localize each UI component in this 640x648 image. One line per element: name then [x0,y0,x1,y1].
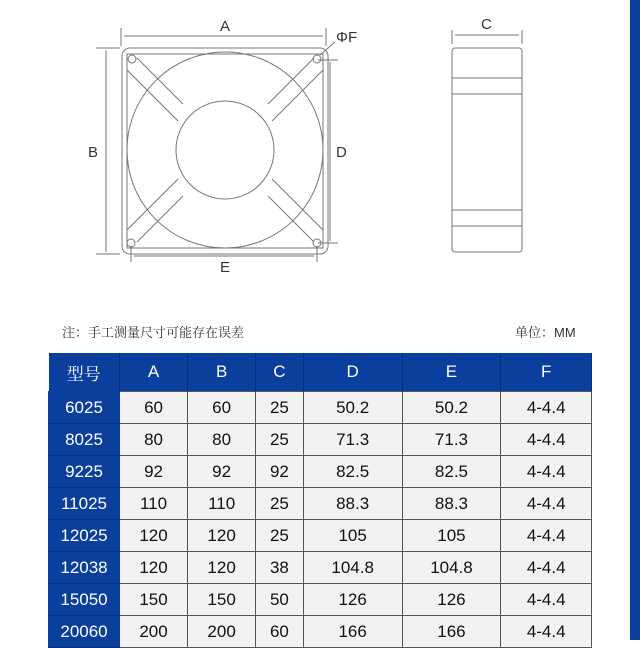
cell-f: 4-4.4 [501,552,592,584]
cell-c: 25 [256,392,304,424]
cell-e: 88.3 [402,488,501,520]
cell-d: 166 [303,616,402,648]
cell-e: 105 [402,520,501,552]
table-row [49,424,592,456]
table-row [49,456,592,488]
cell-e: 50.2 [402,392,501,424]
cell-d: 50.2 [303,392,402,424]
cell-model: 12038 [49,552,120,584]
cell-a: 80 [120,424,188,456]
table-row [49,584,592,616]
cell-d: 105 [303,520,402,552]
cell-a: 110 [120,488,188,520]
header-d: D [303,353,402,392]
spec-table [48,353,592,648]
dim-label-d: D [336,144,347,161]
cell-b: 80 [188,424,256,456]
cell-d: 82.5 [303,456,402,488]
cell-model: 8025 [49,424,120,456]
cell-c: 60 [256,616,304,648]
cell-c: 50 [256,584,304,616]
dim-label-b: B [88,144,99,161]
dim-label-c: C [481,16,492,33]
dim-label-e: E [220,259,231,276]
cell-b: 92 [188,456,256,488]
cell-f: 4-4.4 [501,392,592,424]
cell-c: 92 [256,456,304,488]
header-model: 型号 [49,353,120,392]
cell-d: 104.8 [303,552,402,584]
cell-d: 88.3 [303,488,402,520]
measurement-note: 注：手工测量尺寸可能存在误差 [62,325,245,340]
unit-label: 单位：MM [515,325,576,340]
cell-b: 200 [188,616,256,648]
cell-f: 4-4.4 [501,488,592,520]
cell-d: 126 [303,584,402,616]
table-row [49,488,592,520]
cell-f: 4-4.4 [501,520,592,552]
cell-c: 25 [256,520,304,552]
cell-f: 4-4.4 [501,616,592,648]
cell-model: 6025 [49,392,120,424]
table-row [49,552,592,584]
cell-e: 104.8 [402,552,501,584]
cell-f: 4-4.4 [501,456,592,488]
cell-a: 120 [120,520,188,552]
cell-c: 25 [256,424,304,456]
cell-model: 15050 [49,584,120,616]
cell-model: 12025 [49,520,120,552]
cell-e: 166 [402,616,501,648]
cell-a: 200 [120,616,188,648]
cell-e: 82.5 [402,456,501,488]
cell-model: 11025 [49,488,120,520]
header-f: F [501,353,592,392]
cell-c: 25 [256,488,304,520]
cell-f: 4-4.4 [501,424,592,456]
cell-model: 9225 [49,456,120,488]
cell-d: 71.3 [303,424,402,456]
table-row [49,392,592,424]
cell-a: 150 [120,584,188,616]
cell-a: 120 [120,552,188,584]
cell-b: 110 [188,488,256,520]
cell-a: 92 [120,456,188,488]
header-e: E [402,353,501,392]
header-c: C [256,353,304,392]
cell-b: 60 [188,392,256,424]
cell-b: 150 [188,584,256,616]
cell-c: 38 [256,552,304,584]
cell-e: 126 [402,584,501,616]
cell-f: 4-4.4 [501,584,592,616]
table-row [49,616,592,648]
table-header-row [49,353,592,392]
cell-a: 60 [120,392,188,424]
cell-e: 71.3 [402,424,501,456]
table-row [49,520,592,552]
cell-model: 20060 [49,616,120,648]
header-a: A [120,353,188,392]
dim-label-f: ΦF [336,29,358,46]
cell-b: 120 [188,552,256,584]
dim-label-a: A [220,18,231,35]
cell-b: 120 [188,520,256,552]
header-b: B [188,353,256,392]
